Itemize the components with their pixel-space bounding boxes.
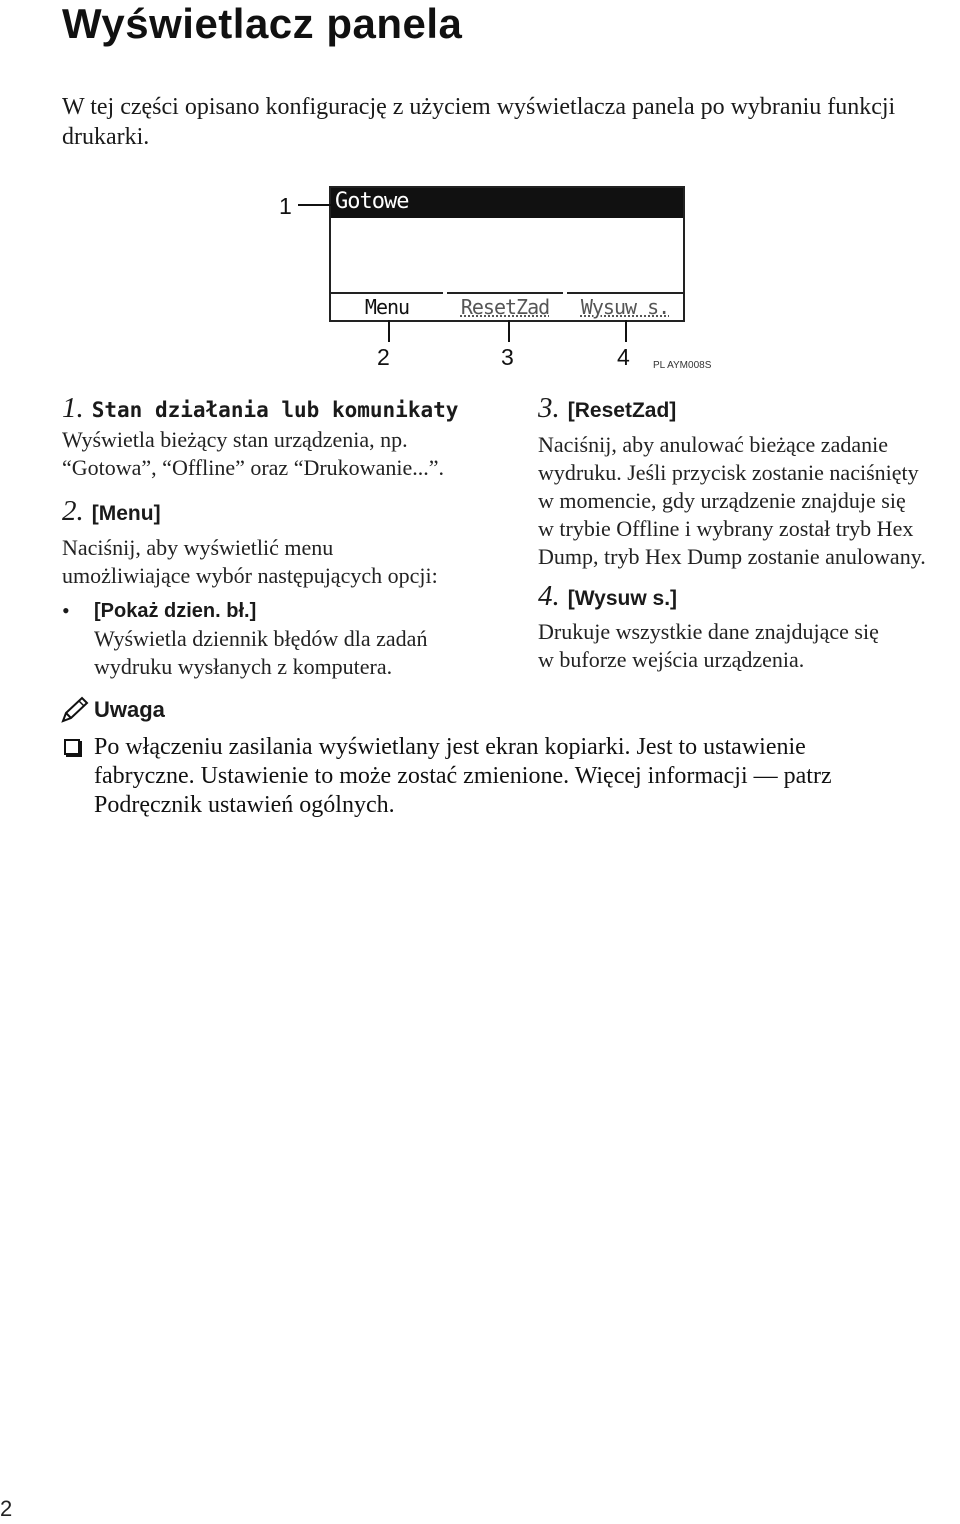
callout-4-line [625, 320, 627, 342]
callout-3-line [508, 320, 510, 342]
item-title: [ResetZad] [567, 399, 677, 422]
text-line: Po włączeniu zasilania wyświetlany jest ekran kopiarki. Jest to ustawienie [94, 734, 806, 760]
callout-2-line [388, 320, 390, 342]
note-label: Uwaga [94, 697, 165, 722]
page-title: Wyświetlacz panela [62, 0, 463, 47]
text-line: Dump, tryb Hex Dump zostanie anulowany. [538, 544, 926, 569]
text-line: “Gotowa”, “Offline” oraz “Drukowanie...”. [62, 455, 444, 480]
text-line: w buforze wejścia urządzenia. [538, 647, 805, 672]
item-4-text [538, 618, 879, 674]
softkey-resetzad: ResetZad [447, 292, 563, 320]
checkbox-icon [64, 739, 80, 755]
bullet-label: [Pokaż dzien. bł.] [94, 600, 257, 622]
text-line: fabryczne. Ustawienie to może zostać zmienione. Więcej informacji — patrz [94, 763, 832, 789]
item-number: 4. [538, 580, 560, 612]
item-3-heading [538, 392, 676, 425]
callout-1: 1 [279, 193, 292, 219]
callout-4: 4 [617, 344, 630, 370]
item-1-text [62, 426, 444, 482]
pencil-icon [60, 696, 90, 724]
item-2-heading [62, 495, 161, 528]
text-line: Wyświetla bieżący stan urządzenia, np. [62, 427, 408, 452]
callout-1-line [298, 204, 332, 206]
softkey-wysuw: Wysuw s. [567, 292, 683, 320]
lcd-status-text: Gotowe [335, 189, 409, 214]
item-title: Stan działania lub komunikaty [91, 398, 459, 422]
callout-3: 3 [501, 344, 514, 370]
text-line: Wyświetla dziennik błędów dla zadań [94, 626, 428, 651]
note-text [94, 733, 832, 820]
text-line: Drukuje wszystkie dane znajdujące się [538, 619, 879, 644]
item-2-text [62, 534, 438, 590]
text-line: Naciśnij, aby anulować bieżące zadanie [538, 432, 888, 457]
item-number: 2. [62, 495, 84, 527]
softkey-menu: Menu [331, 292, 443, 320]
item-3-text [538, 431, 926, 571]
text-line: w momencie, gdy urządzenie znajduje się [538, 488, 906, 513]
item-1-heading [62, 392, 458, 425]
text-line: Naciśnij, aby wyświetlić menu [62, 535, 334, 560]
intro-paragraph: W tej części opisano konfigurację z użyciem wyświetlacza panela po wybraniu funkcji drukarki. [62, 94, 896, 150]
text-line: w trybie Offline i wybrany został tryb Hex [538, 516, 914, 541]
item-number: 1. [62, 392, 84, 424]
page-number: 2 [0, 1496, 13, 1521]
text-line: wydruku wysłanych z komputera. [94, 654, 393, 679]
callout-2: 2 [377, 344, 390, 370]
item-title: [Menu] [91, 502, 161, 525]
lcd-softkeys [331, 292, 683, 320]
text-line: Podręcznik ustawień ogólnych. [94, 792, 395, 818]
bullet-text [94, 625, 427, 681]
item-number: 3. [538, 392, 560, 424]
text-line: wydruku. Jeśli przycisk zostanie naciśnięty [538, 460, 919, 485]
lcd-status-bar [331, 188, 683, 218]
text-line: umożliwiające wybór następujących opcji: [62, 563, 438, 588]
item-title: [Wysuw s.] [567, 587, 678, 610]
figure-code: PL AYM008S [653, 360, 712, 371]
item-4-heading [538, 580, 677, 613]
note-header [60, 696, 165, 724]
bullet-marker: • [62, 598, 70, 623]
